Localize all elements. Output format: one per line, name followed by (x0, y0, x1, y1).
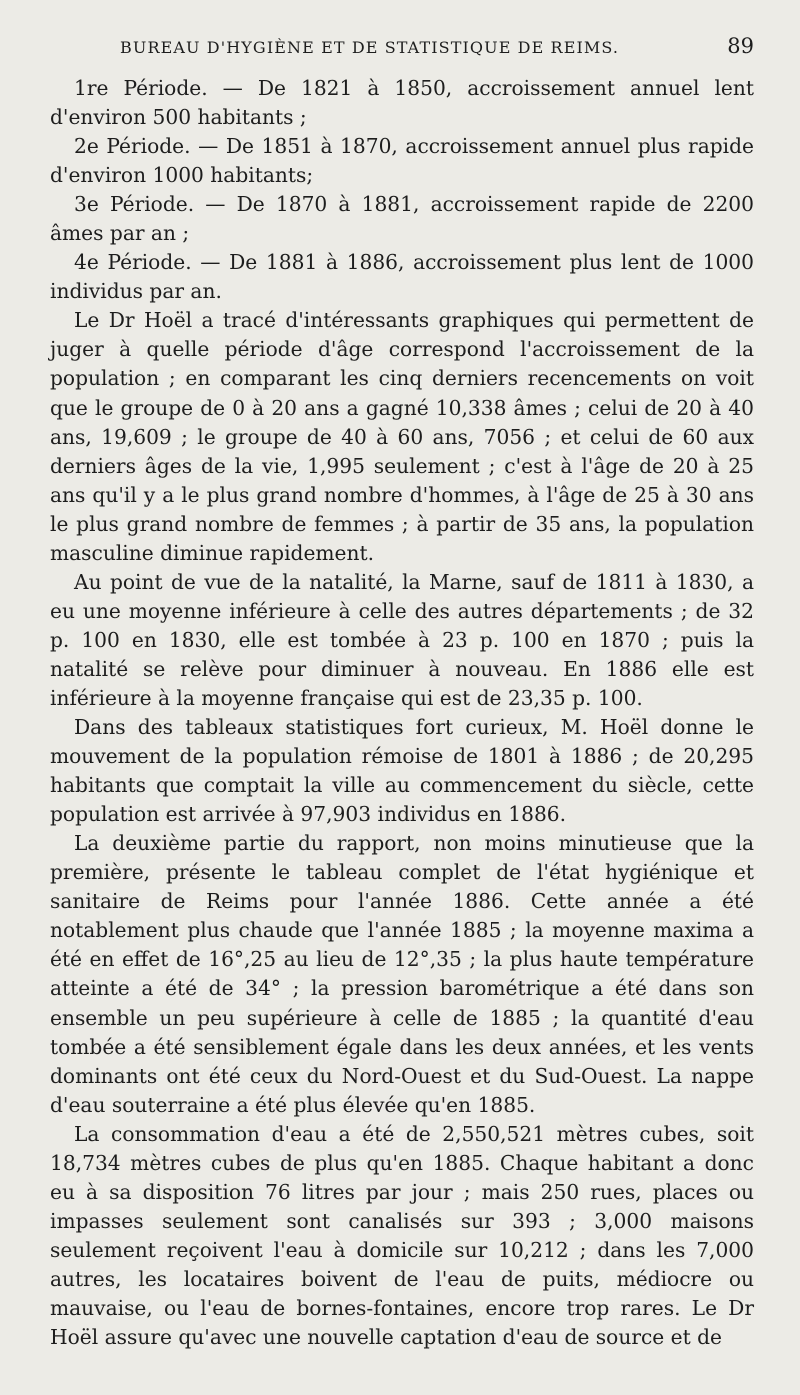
paragraph-deuxieme-partie: La deuxième partie du rapport, non moins minutieuse que la première, présente le tableau complet de l'état hygiénique et sanitaire de Reims pour l'année 1886. Cette année a été notablement plus chaude que l'année 1885 ; la moyenne maxima a été en effet de 16°,25 au lieu de 12°,35 ; la plus haute température atteinte a été de 34° ; la pression barométrique a été dans son ensemble un peu supérieure à celle de 1885 ; la quantité d'eau tombée a été sensiblement égale dans les deux années, et les vents dominants ont été ceux du Nord-Ouest et du Sud-Ouest. La nappe d'eau souterraine a été plus élevée qu'en 1885. (50, 831, 754, 1117)
paragraph-consommation-eau: La consommation d'eau a été de 2,550,521 mètres cubes, soit 18,734 mètres cubes de plus qu'en 1885. Chaque habitant a donc eu à sa disposition 76 litres par jour ; mais 250 rues, places ou impasses seulement sont canalisés sur 393 ; 3,000 maisons seulement reçoivent l'eau à domicile sur 10,212 ; dans les 7,000 autres, les locataires boivent de l'eau de puits, médiocre ou mauvaise, ou l'eau de bornes-fontaines, encore trop rares. Le Dr Hoël assure qu'avec une nouvelle captation d'eau de source et de (50, 1121, 754, 1350)
paragraph-period-3: 3e Période. — De 1870 à 1881, accroissement rapide de 2200 âmes par an ; (50, 192, 754, 246)
running-head: BUREAU D'HYGIÈNE ET DE STATISTIQUE DE REIMS. (120, 38, 620, 57)
paragraph-graphiques: Le Dr Hoël a tracé d'intéressants graphiques qui permettent de juger à quelle période d'âge correspond l'accroissement de la population ; en comparant les cinq derniers recencements on voit que le groupe de 0 à 20 ans a gagné 10,338 âmes ; celui de 20 à 40 ans, 19,609 ; le groupe de 40 à 60 ans, 7056 ; et celui de 60 aux derniers âges de la vie, 1,995 seulement ; c'est à l'âge de 20 à 25 ans qu'il y a le plus grand nombre d'hommes, à l'âge de 25 à 30 ans le plus grand nombre de femmes ; à partir de 35 ans, la population masculine diminue rapidement. (50, 308, 754, 565)
paragraph-period-1: 1re Période. — De 1821 à 1850, accroissement annuel lent d'environ 500 habitants ; (50, 76, 754, 130)
paragraph-period-2: 2e Période. — De 1851 à 1870, accroissement annuel plus rapide d'environ 1000 habitants; (50, 134, 754, 188)
paragraph-period-4: 4e Période. — De 1881 à 1886, accroissement plus lent de 1000 individus par an. (50, 250, 754, 304)
page-header (120, 34, 754, 74)
body-text (50, 74, 754, 1352)
page-number: 89 (727, 34, 754, 58)
paragraph-tableaux: Dans des tableaux statistiques fort curieux, M. Hoël donne le mouvement de la population rémoise de 1801 à 1886 ; de 20,295 habitants que comptait la ville au commencement du siècle, cette population est arrivée à 97,903 individus en 1886. (50, 715, 754, 827)
paragraph-natalite: Au point de vue de la natalité, la Marne, sauf de 1811 à 1830, a eu une moyenne inférieure à celle des autres départements ; de 32 p. 100 en 1830, elle est tombée à 23 p. 100 en 1870 ; puis la natalité se relève pour diminuer à nouveau. En 1886 elle est inférieure à la moyenne française qui est de 23,35 p. 100. (50, 569, 754, 710)
